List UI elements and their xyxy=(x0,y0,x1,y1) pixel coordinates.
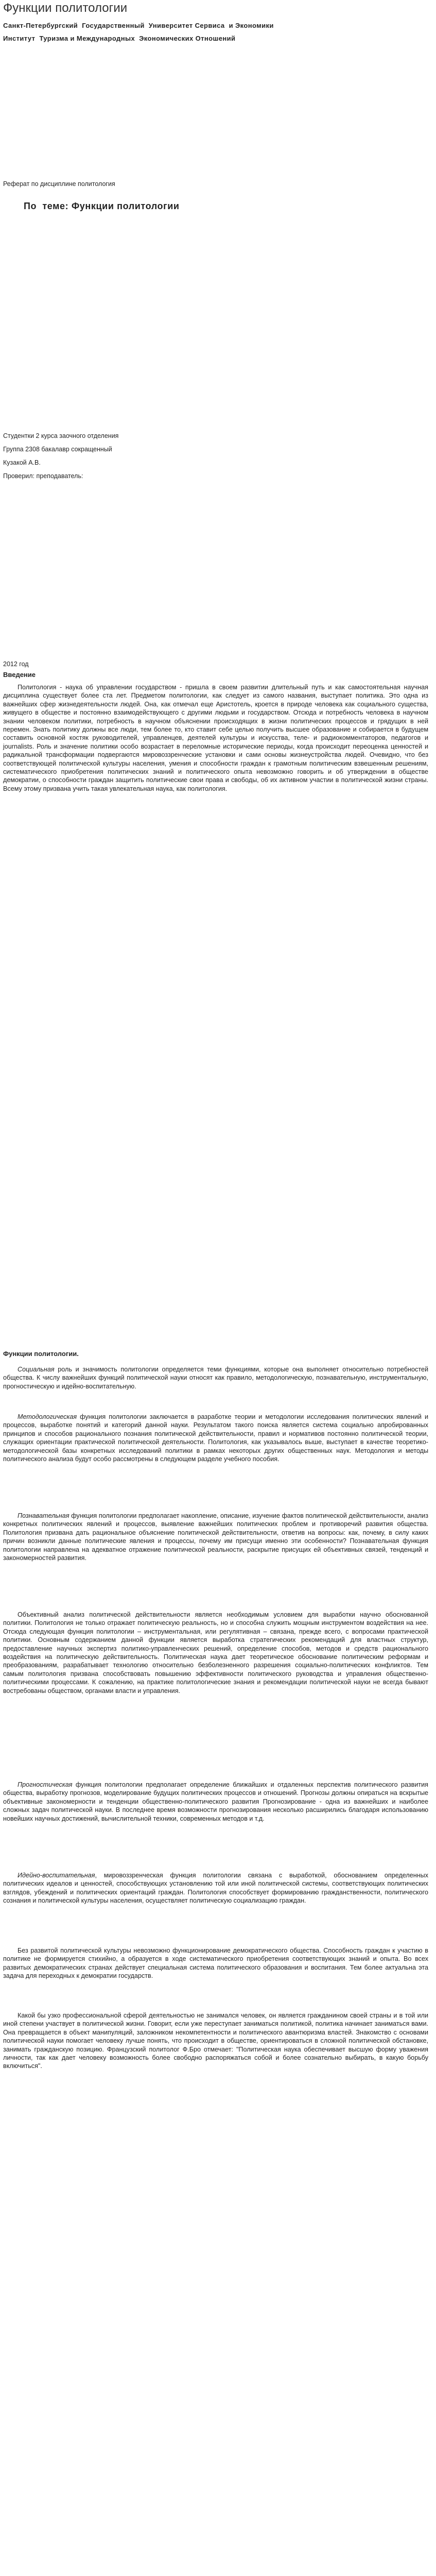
paragraph-lead: Идейно-воспитательная xyxy=(18,1872,95,1879)
paragraph-text: функция политологии предполагает накопление, описание, изучение фактов политической действительности, анализ конкретных политических явлений и процессов, выявление важнейших политических проблем и противоречий развития общества. Политология призвана дать рациональное объяснение политической действительности, ответив на вопросы: как, почему, в силу каких причин возникли данные политические явления и процессы, почему им присущи именно эти особенности? Познавательная функция политологии направлена на адекватное отражение политической реальности, раскрытие присущих ей объективных связей, тенденций и закономерностей развития. xyxy=(3,1512,428,1562)
university-name: Санкт-Петербургский Государственный Университет Сервиса и Экономики xyxy=(3,22,274,29)
functions-paragraph xyxy=(3,1413,428,1463)
functions-paragraph xyxy=(3,1946,428,1980)
paragraph-text: роль и значимость политологии определяется теми функциями, которые она выполняет относительно потребностей общества. К числу важнейших функций политической науки относят как правило, методологическую, познавательную, инструментальную, прогностическую и идейно-воспитательную. xyxy=(3,1366,428,1390)
essay-topic: По теме: Функции политологии xyxy=(24,201,180,211)
paragraph-lead: Методологическая xyxy=(18,1413,77,1420)
document-title: Функции политологии xyxy=(3,1,128,15)
intro-paragraph: Политология - наука об управлении государством - пришла в своем развитии длительный путь и как самостоятельная научная дисциплина существует более ста лет. Предметом политологии, как следует из самого названия, выступает политика. Это одна из важнейших сфер жизнедеятельности людей. Она, как отмечал еще Аристотель, кроется в природе человека как социального существа, живущего в обществе и постоянно взаимодействующего с другими людьми и государством. Отсюда и потребность человека в научном знании человеком политики, потребность в научном объяснении происходящих в жизни политических процессов и грядущих в ней перемен. Знать политику должны все люди, тем более то, кто ставит себе целью получить высшее образование и собирается в будущем составить основной костяк руководителей, управленцев, деятелей культуры и искусства, теле- и радиокомментаторов, педагогов и journalists. Роль и значение политики особо возрастает в переломные исторические периоды, когда происходит переоценка ценностей и радикальной трансформации подвергаются мировоззренческие установки и сами основы жизнеустройства людей. Очевидно, что без соответствующей политической культуры населения, умения и способности граждан к грамотным политическим взвешенным решениям, систематического приобретения политических знаний и политического опыта невозможно говорить и об утверждении в обществе демократии, о способности граждан защитить политические свои права и свободы, об их активном участии в политической жизни страны. Всему этому призвана учить такая увлекательная наука, как политология. xyxy=(3,684,428,792)
functions-paragraph xyxy=(3,1512,428,1562)
functions-paragraph xyxy=(3,2011,428,2071)
institute-name: Институт Туризма и Международных Экономических Отношений xyxy=(3,35,236,42)
paragraph-lead: Социальная xyxy=(18,1366,55,1373)
paragraph-text: , мировоззренческая функция политологии связана с выработкой, обоснованием определенных политических идеалов и ценностей, способствующих установлению той или иной политической системы, соответствующих политических взглядов, убеждений и политических ориентаций граждан. Политология способствует формированию гражданственности, политического сознания и политической культуры населения, осуществляет политическую социализацию граждан. xyxy=(3,1872,428,1905)
functions-heading: Функции политологии. xyxy=(3,1350,79,1358)
checked-by-line: Проверил: преподаватель: xyxy=(3,472,83,480)
paragraph-text: функция политологии предполагает определение ближайших и отдаленных перспектив политического развития общества, выработку прогнозов, моделирование будущих политических процессов и отношений. Прогнозы должны опираться на вскрытые объективные закономерности и тенденции общественно-политического развития Прогнозирование - одна из важнейших и наиболее сложных задач политической науки. В последнее время возможности прогнозирования несколько расширились благодаря использованию новейших научных достижений, вычислительной техники, современных методов и т.д. xyxy=(3,1781,428,1822)
paragraph-lead: Прогностическая xyxy=(18,1781,73,1788)
functions-paragraph xyxy=(3,1781,428,1823)
paragraph-text: Объективный анализ политической действительности является необходимым условием для выработки научно обоснованной политики. Политология не только отражает политическую реальность, но и способна служить мощным инструментом воздействия на нее. Отсюда следующая функция политологии – инструментальная, или регулятивная – связана, прежде всего, с вопросами практической политики. Основным содержанием данной функции является выработка стратегических рекомендаций для властных структур, предоставление научных экспертиз политико-управленческих решений, определение способов, методов и средств рационального воздействия на политическую действительность. Политическая наука дает теоретическое обоснование политическим реформам и преобразованиям, разрабатывает технологию относительно безболезненного разрешения социально-политических конфликтов. Тем самым политология призвана способствовать повышению эффективности политического руководства и управления общественно-политическими процессами. К сожалению, на практике политологические знания и рекомендации политической науки не всегда бывают востребованы обществом, органами власти и управления. xyxy=(3,1611,428,1694)
paragraph-text: Без развитой политической культуры невозможно функционирование демократического общества. Способность граждан к участию в политике не формируется стихийно, а образуется в ходе систематического приобретения соответствующих знаний и опыта. Во всех развитых демократических странах действует специальная система политического образования и воспитания. Тем более актуальна эта задача для переходных к демократии государств. xyxy=(3,1947,428,1980)
functions-paragraph xyxy=(3,1365,428,1391)
paragraph-text: функция политологии заключается в разработке теории и методологии исследования политических явлений и процессов, выработке понятий и категорий данной науки. Результатом такого поиска является система социально апробированных принципов и способов рационального познания политической действительности, правил и нормативов постоянно политической теории, служащих ориентации практической политической деятельности. Политология, как указывалось выше, выступает в качестве теоретико-методологической базы конкретных исследований политики в рамках некоторых других общественных наук. Методология и методы политического анализа будут особо рассмотрены в следующем разделе учебного пособия. xyxy=(3,1413,428,1463)
year-line: 2012 год xyxy=(3,660,29,668)
group-line: Группа 2308 бакалавр сокращенный xyxy=(3,446,112,453)
intro-heading: Введение xyxy=(3,671,36,679)
student-line: Студентки 2 курса заочного отделения xyxy=(3,432,119,439)
functions-paragraph xyxy=(3,1611,428,1695)
student-name: Кузакой А.В. xyxy=(3,459,41,466)
paragraph-text: Какой бы узко профессиональной сферой деятельностью не занимался человек, он является гражданином своей страны и в той или иной степени участвует в политической жизни. Говорит, если уже переступает заниматься политикой, политика начинает заниматься вами. Она превращается в объект манипуляций, заложником некомпетентности и политического авантюризма властей. Знакомство с основами политической науки помогает человеку лучше понять, что происходит в обществе, ориентироваться в сложной политической обстановке, занимать гражданскую позицию. Французский политолог Ф.Бро отмечает: "Политическая наука обеспечивает высшую форму уважения личности, так как дает человеку возможность более свободно распоряжаться собой и более сознательно выбирать, в какую борьбу включиться". xyxy=(3,2012,428,2070)
paragraph-lead: Познавательная xyxy=(18,1512,69,1519)
functions-paragraph xyxy=(3,1871,428,1905)
essay-label: Реферат по дисциплине политология xyxy=(3,180,115,188)
